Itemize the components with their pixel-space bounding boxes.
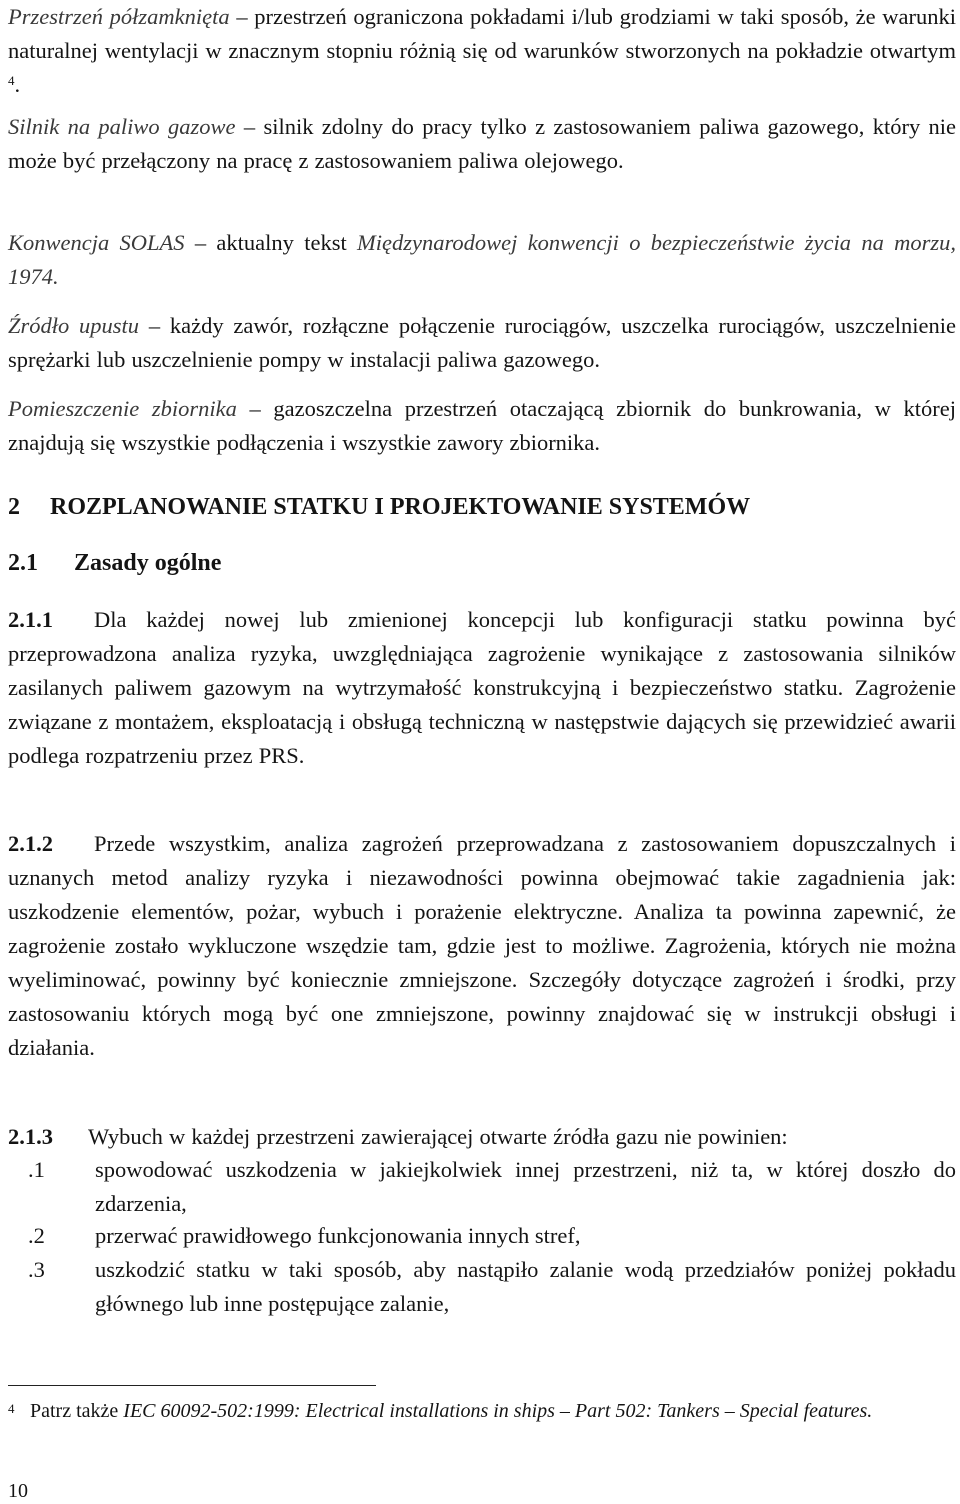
footnote-mark: 4 [8,1401,15,1416]
definition-solas [8,226,956,294]
paragraph-text: Dla każdej nowej lub zmienionej koncepcji lub konfiguracji statku powinna być przeprowadzona analiza ryzyka, uwzględniająca zagrożenie wynikające z zastosowania silników zasilanych paliwem gazowym na wytrzymałość konstrukcyjną i bezpieczeństwo statku. Zagrożenie związane z montażem, eksploatacją i obsługą techniczną w następstwie dających się przewidzieć awarii podlega rozpatrzeniu przez PRS. [8,607,956,768]
footnote-text [30,1396,956,1426]
definition-term: Pomieszczenie zbiornika [8,396,237,421]
footnote-text-italic: IEC 60092-502:1999: Electrical installations in ships – Part 502: Tankers – Special features. [123,1400,873,1422]
definition-gas-engine [8,110,956,178]
definition-text: każdy zawór, rozłączne połączenie rurociągów, uszczelka rurociągów, uszczelnienie sprężarki lub uszczelnienie pompy w instalacji paliwa gazowego. [8,313,957,372]
paragraph-number: 2.1.1 [8,607,53,632]
section-title: Zasady ogólne [74,550,222,576]
list-item-text: uszkodzić statku w taki sposób, aby nastąpiło zalanie wodą przedziałów poniżej pokładu głównego lub inne postępujące zalanie, [95,1257,956,1316]
definition-text-italic: Międzynarodowej konwencji o bezpieczeństwie życia na morzu, 1974. [8,230,957,289]
section-number: 2.1 [8,550,38,576]
definition-end: . [14,72,21,97]
definition-term: Konwencja SOLAS [8,230,185,255]
definition-text: przestrzeń ograniczona pokładami i/lub grodziami w taki sposób, że warunki naturalnej wentylacji w znacznym stopniu różnią się od warunków stworzonych na pokładzie otwartym [8,4,956,63]
definition-dash: – [235,114,264,139]
definition-term: Silnik na paliwo gazowe [8,114,236,139]
paragraph-number: 2.1.2 [8,831,53,856]
list-item-text: spowodować uszkodzenia w jakiejkolwiek innej przestrzeni, niż ta, w której doszło do zdarzenia, [95,1157,956,1216]
definition-dash: – [184,230,217,255]
chapter-heading [8,490,750,524]
definition-leak-source [8,309,956,377]
list-item-number: .1 [28,1157,45,1182]
definition-semi-enclosed-space [8,0,956,102]
paragraph-number: 2.1.3 [8,1124,53,1149]
definition-dash: – [229,4,255,29]
page-number: 10 [8,1480,28,1502]
definition-dash: – [236,396,274,421]
definition-dash: – [139,313,170,338]
chapter-title: ROZPLANOWANIE STATKU I PROJEKTOWANIE SYSTEMÓW [50,494,751,520]
paragraph-2-1-2 [8,827,956,1065]
section-heading [8,546,221,580]
definition-term: Przestrzeń półzamknięta [8,4,230,29]
list-item-number: .2 [28,1223,45,1248]
definition-text: gazoszczelna przestrzeń otaczającą zbiornik do bunkrowania, w której znajdują się wszystkie podłączenia i wszystkie zawory zbiornika. [8,396,956,455]
chapter-number: 2 [8,494,20,520]
list-item-text: przerwać prawidłowego funkcjonowania innych stref, [95,1223,581,1248]
paragraph-text: Wybuch w każdej przestrzeni zawierającej otwarte źródła gazu nie powinien: [88,1124,788,1149]
list-item-number: .3 [28,1257,45,1282]
definition-text: aktualny tekst [216,230,357,255]
definition-term: Źródło upustu [8,313,140,338]
paragraph-2-1-3 [8,1120,956,1154]
definition-text: silnik zdolny do pracy tylko z zastosowaniem paliwa gazowego, który nie może być przełączony na pracę z zastosowaniem paliwa olejowego. [8,114,957,173]
footnote-text-plain: Patrz także [30,1400,124,1422]
paragraph-text: Przede wszystkim, analiza zagrożeń przeprowadzana z zastosowaniem dopuszczalnych i uznanych metod analizy ryzyka i niezawodności powinna obejmować takie zagadnienia jak: uszkodzenie elementów, pożar, wybuch i porażenie elektryczne. Analiza ta powinna zapewnić, że zagrożenie zostało wykluczone wszędzie tam, gdzie jest to możliwe. Zagrożenia, których nie można wyeliminować, powinny być koniecznie zmniejszone. Szczegóły dotyczące zagrożeń i środki, przy zastosowaniu których mogą być one zmniejszone, powinny znajdować się w instrukcji obsługi i działania. [8,831,956,1060]
footnote-separator [8,1385,376,1386]
definition-tank-room [8,392,956,460]
paragraph-2-1-1 [8,603,956,773]
footnote-ref[interactable]: 4 [8,73,15,88]
